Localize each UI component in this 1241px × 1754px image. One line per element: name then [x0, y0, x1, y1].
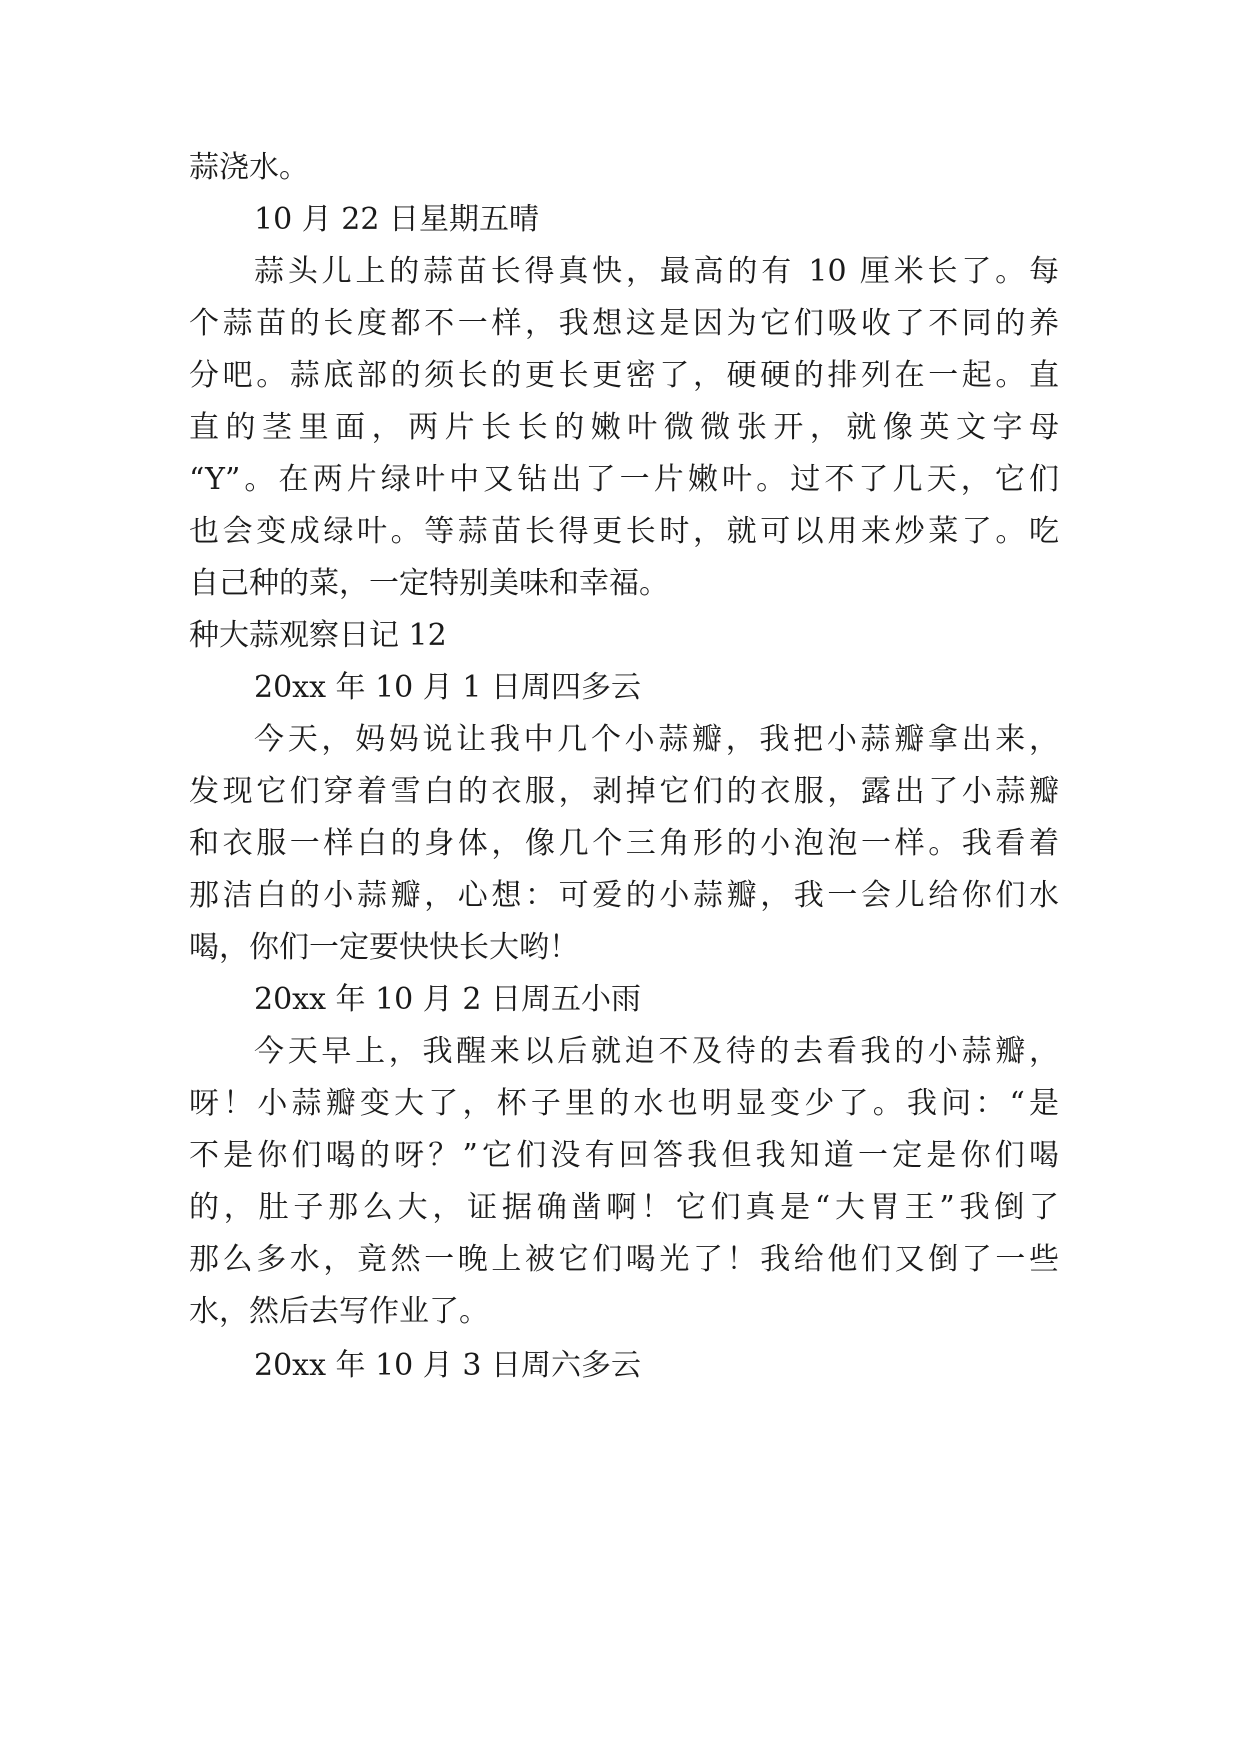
paragraph-line: 今天早上，我醒来以后就迫不及待的去看我的小蒜瓣， — [254, 1034, 1059, 1069]
paragraph-line: 今天，妈妈说让我中几个小蒜瓣，我把小蒜瓣拿出来， — [254, 722, 1059, 757]
paragraph-line: 蒜浇水。 — [189, 150, 309, 185]
date-heading: 20xx 年 10 月 2 日周五小雨 — [254, 982, 641, 1017]
paragraph-line: 和衣服一样白的身体，像几个三角形的小泡泡一样。我看着 — [189, 826, 1059, 861]
paragraph-line: 也会变成绿叶。等蒜苗长得更长时，就可以用来炒菜了。吃 — [189, 514, 1059, 549]
paragraph-line: 喝，你们一定要快快长大哟！ — [189, 930, 579, 965]
paragraph-line: 个蒜苗的长度都不一样，我想这是因为它们吸收了不同的养 — [189, 306, 1059, 341]
date-heading: 20xx 年 10 月 3 日周六多云 — [254, 1348, 641, 1383]
paragraph-line: 不是你们喝的呀？”它们没有回答我但我知道一定是你们喝 — [189, 1138, 1059, 1173]
section-title: 种大蒜观察日记 12 — [189, 618, 447, 653]
paragraph-line: 直的茎里面，两片长长的嫩叶微微张开，就像英文字母 — [189, 410, 1059, 445]
paragraph-line: 那洁白的小蒜瓣，心想：可爱的小蒜瓣，我一会儿给你们水 — [189, 878, 1059, 913]
date-heading: 10 月 22 日星期五晴 — [254, 202, 539, 237]
paragraph-line: 水，然后去写作业了。 — [189, 1294, 489, 1329]
paragraph-line: 自己种的菜，一定特别美味和幸福。 — [189, 566, 669, 601]
date-heading: 20xx 年 10 月 1 日周四多云 — [254, 670, 641, 705]
paragraph-line: 的，肚子那么大，证据确凿啊！它们真是“大胃王”我倒了 — [189, 1190, 1059, 1225]
paragraph-line: 那么多水，竟然一晚上被它们喝光了！我给他们又倒了一些 — [189, 1242, 1059, 1277]
paragraph-line: 呀！小蒜瓣变大了，杯子里的水也明显变少了。我问：“是 — [189, 1086, 1059, 1121]
paragraph-line: 发现它们穿着雪白的衣服，剥掉它们的衣服，露出了小蒜瓣 — [189, 774, 1059, 809]
paragraph-line: 分吧。蒜底部的须长的更长更密了，硬硬的排列在一起。直 — [189, 358, 1059, 393]
paragraph-line: 蒜头儿上的蒜苗长得真快，最高的有 10 厘米长了。每 — [254, 254, 1059, 289]
paragraph-line: “Y”。在两片绿叶中又钻出了一片嫩叶。过不了几天，它们 — [189, 462, 1059, 497]
